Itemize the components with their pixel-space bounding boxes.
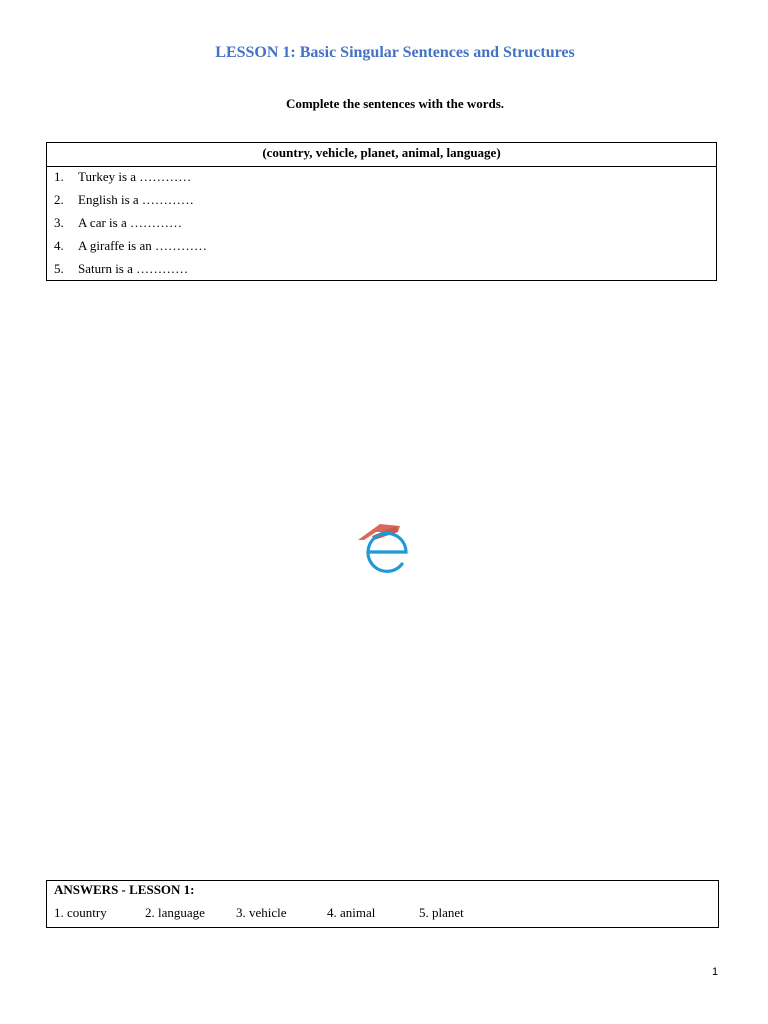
answer-item: 1. country [54, 905, 107, 920]
item-text: Saturn is a ………… [78, 261, 189, 276]
item-text: A giraffe is an ………… [78, 238, 208, 253]
answer-item: 3. vehicle [236, 905, 287, 920]
page-title: LESSON 1: Basic Singular Sentences and Structures [215, 44, 575, 61]
answers-title: ANSWERS - LESSON 1: [54, 882, 195, 897]
exercise-list [47, 167, 716, 282]
exercise-item [47, 236, 716, 259]
exercise-item [47, 190, 716, 213]
exercise-item [47, 213, 716, 236]
answers-box [46, 880, 719, 928]
instruction: Complete the sentences with the words. [285, 96, 505, 111]
exercise-item [47, 259, 716, 282]
letter-e [368, 533, 406, 571]
answer-item: 5. planet [419, 905, 464, 920]
item-text: A car is a ………… [78, 215, 182, 230]
item-number: 2. [54, 192, 64, 207]
item-text: English is a ………… [78, 192, 194, 207]
exercise-box [46, 142, 717, 281]
graduation-cap-e-logo-icon [352, 512, 416, 576]
page-number: 1 [712, 966, 719, 978]
item-number: 3. [54, 215, 64, 230]
word-bank: (country, vehicle, planet, animal, language) [47, 143, 716, 167]
answer-item: 4. animal [327, 905, 376, 920]
item-number: 5. [54, 261, 64, 276]
item-number: 4. [54, 238, 64, 253]
item-number: 1. [54, 169, 64, 184]
exercise-item [47, 167, 716, 190]
item-text: Turkey is a ………… [78, 169, 192, 184]
answer-item: 2. language [145, 905, 205, 920]
